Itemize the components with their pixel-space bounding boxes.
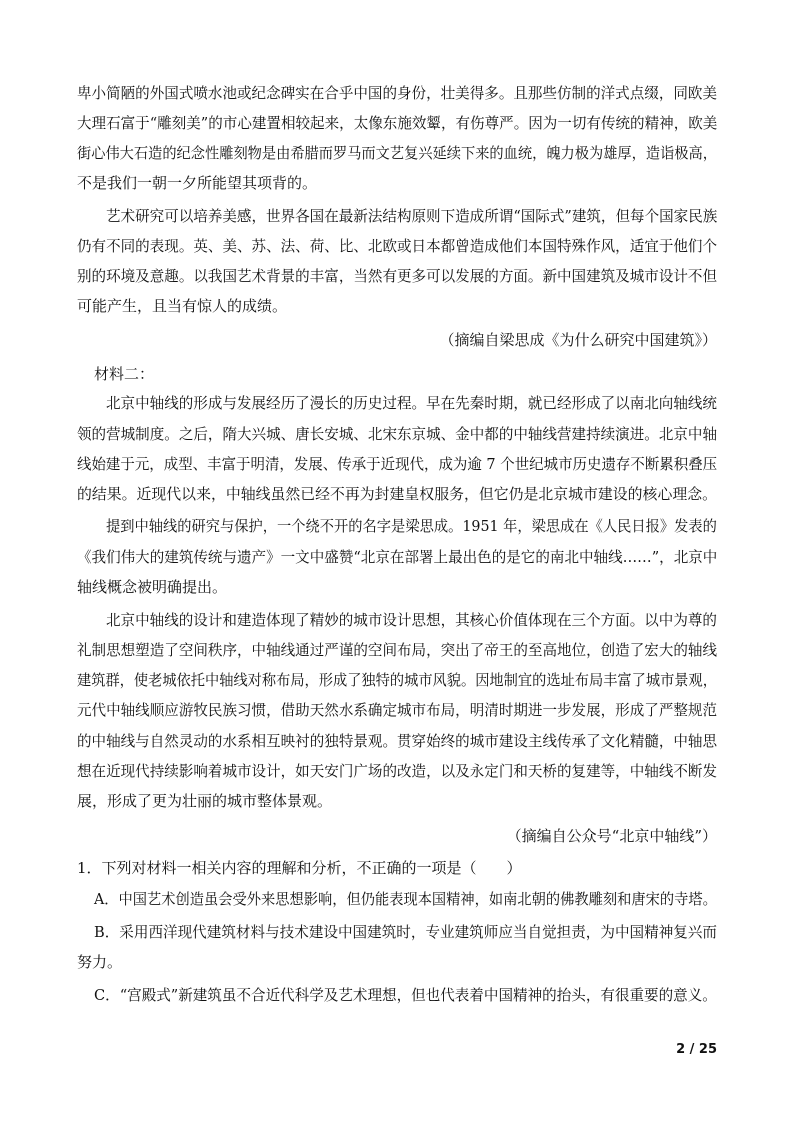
paragraph-line: 北京中轴线的设计和建造体现了精妙的城市设计思想，其核心价值体现在三个方面。以中为尊的 [106,611,717,629]
section-label: 材料二： [94,365,155,383]
paragraph-line: 不是我们一朝一夕所能望其项背的。 [77,174,318,192]
paragraph-line: 北京中轴线的形成与发展经历了漫长的历史过程。早在先秦时期，就已经形成了以南北向轴线统 [106,394,717,412]
paragraph-line: 别的环境及意趣。以我国艺术背景的丰富，当然有更多可以发展的方面。新中国建筑及城市设计不但 [77,267,718,285]
paragraph-line: 礼制思想塑造了空间秩序，中轴线通过严谨的空间布局，突出了帝王的至高地位，创造了宏大的轴线 [77,641,718,659]
paragraph-line: 可能产生，且当有惊人的成绩。 [77,297,288,315]
paragraph-line: 建筑群，使老城依托中轴线对称布局，形成了独特的城市风貌。因地制宜的选址布局丰富了城市景观， [77,671,717,689]
paragraph-line: 元代中轴线顺应游牧民族习惯，借助天然水系确定城市布局，明清时期进一步发展，形成了严整规范 [77,701,718,719]
paragraph-line: 展，形成了更为壮丽的城市整体景观。 [77,792,333,810]
paragraph-line: 艺术研究可以培养美感，世界各国在最新法结构原则下造成所谓“国际式”建筑，但每个国家民族 [106,207,718,225]
option-c: C．“宫殿式”新建筑虽不合近代科学及艺术理想，但也代表着中国精神的抬头，有很重要的意义。 [94,986,717,1004]
paragraph-line: 想在近现代持续影响着城市设计，如天安门广场的改造，以及永定门和天桥的复建等，中轴线不断发 [77,762,718,780]
paragraph-line: 领的营城制度。之后，隋大兴城、唐长安城、北宋东京城、金中都的中轴线营建持续演进。北京中轴 [77,425,718,443]
paragraph-line: 的结果。近现代以来，中轴线虽然已经不再为封建皇权服务，但它仍是北京城市建设的核心理念。 [77,485,717,503]
source-citation: （摘编自梁思成《为什么研究中国建筑》） [439,331,717,349]
question-stem: 1．下列对材料一相关内容的理解和分析，不正确的一项是（ ） [77,859,522,877]
option-b-continued: 努力。 [77,953,123,971]
option-a: A．中国艺术创造虽会受外来思想影响，但仍能表现本国精神，如南北朝的佛教雕刻和唐宋的寺塔。 [94,890,717,908]
paragraph-line: 的中轴线与自然灵动的水系相互映衬的独特景观。贯穿始终的城市建设主线传承了文化精髓，中轴思 [77,732,718,750]
option-b: B．采用西洋现代建筑材料与技术建设中国建筑时，专业建筑师应当自觉担责，为中国精神复兴而 [94,923,718,941]
source-citation: （摘编自公众号“北京中轴线”） [506,827,717,845]
paragraph-line: 大理石富于“雕刻美”的市心建置相较起来，太像东施效颦，有伤尊严。因为一切有传统的精神，欧美 [77,114,718,132]
paragraph-line: 《我们伟大的建筑传统与遗产》一文中盛赞“北京在部署上最出色的是它的南北中轴线……”，北京中 [77,548,718,566]
paragraph-line: 轴线概念被明确提出。 [77,578,228,596]
paragraph-line: 提到中轴线的研究与保护，一个绕不开的名字是梁思成。1951 年，梁思成在《人民日报》发表的 [106,517,717,535]
paragraph-line: 卑小简陋的外国式喷水池或纪念碑实在合乎中国的身份，壮美得多。且那些仿制的洋式点缀，同欧美 [77,84,718,102]
paragraph-line: 线始建于元，成型、丰富于明清，发展、传承于近现代，成为逾 7 个世纪城市历史遗存不断累积叠压 [77,455,718,473]
page-number: 2 / 25 [676,1042,717,1057]
paragraph-line: 仍有不同的表现。英、美、苏、法、荷、比、北欧或日本都曾造成他们本国特殊作风，适宜于他们个 [77,237,718,255]
paragraph-line: 街心伟大石造的纪念性雕刻物是由希腊而罗马而文艺复兴延续下来的血统，魄力极为雄厚，造诣极高， [77,144,717,162]
